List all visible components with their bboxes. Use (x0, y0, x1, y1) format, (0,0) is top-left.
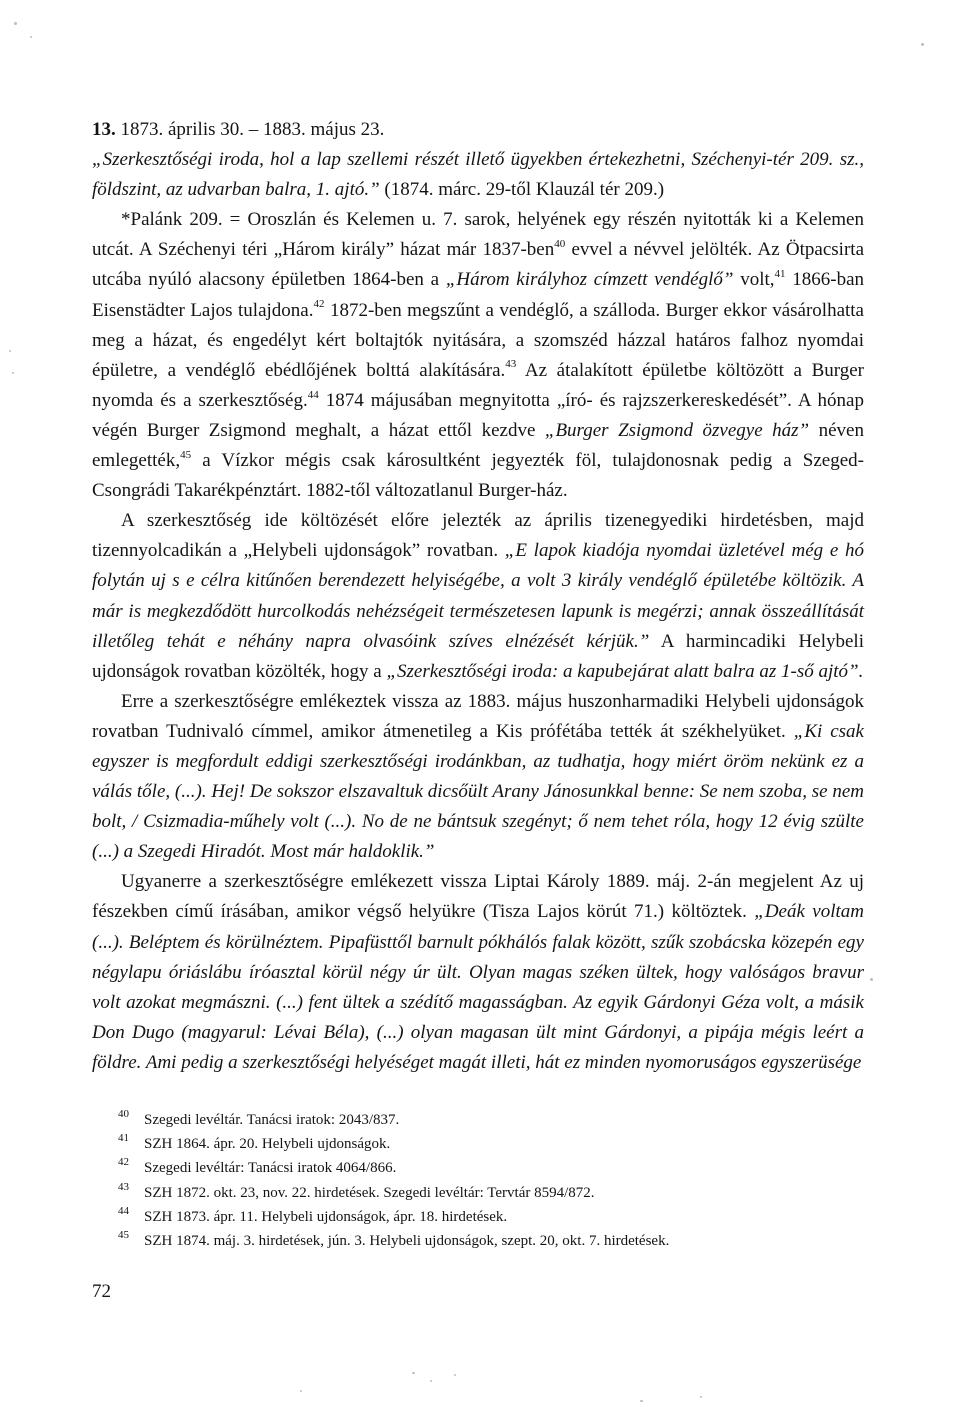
text-run: volt, (733, 269, 775, 291)
section-heading (92, 115, 864, 145)
italic-run: „Ki csak egyszer is megfordult eddigi szerkesztőségi irodánkban, az tudhatja, hogy miért öröm nekünk ez a válás tőle, (...). Hej! De sokszor elszavaltuk dicsőült Arany Jánosunkkal benne: Se nem szoba, se nem bolt, / Csizmadia-műhely volt (...). No de ne bántsuk szegényt; ő nem tehet róla, hogy 12 évig szülte (...) a Szegedi Hiradót. Most már haldoklik.” (92, 720, 864, 863)
italic-run: „E lapok kiadója nyomdai üzletével még e hó folytán uj s e célra kitűnően berendezett helyiségébe, a volt 3 király vendéglő épületébe költözik. A már is megkezdődött hurcolkodás nehézségeit természetesen lapunk is megérzi; annak összeállítását illetőleg tehát e néhány napra olvasóink szíves elnézését kérjük.” (92, 540, 864, 652)
footnote-text: Szegedi levéltár. Tanácsi iratok: 2043/837. (144, 1112, 400, 1128)
footnote (118, 1205, 878, 1229)
footnote-text: SZH 1872. okt. 23, nov. 22. hirdetések. Szegedi levéltár: Tervtár 8594/872. (144, 1184, 595, 1201)
footnote (118, 1181, 878, 1205)
text-run: 1866-ban Eisenstädter Lajos tulajdona. (92, 269, 865, 321)
text-run: Erre a szerkesztőségre emlékeztek vissza az 1883. május huszonharmadiki Helybeli ujdonságok rovatban Tudnivaló címmel, amikor átmenetileg a Kis prófétába tették át székhelyüket. (92, 690, 864, 742)
text-run: A harmincadiki Helybeli ujdonságok rovatban közölték, hogy a (92, 630, 864, 682)
text-run: néven emlegették, (92, 419, 864, 472)
footnote-text: SZH 1873. ápr. 11. Helybeli ujdonságok, ápr. 18. hirdetések. (144, 1208, 508, 1225)
text-run: a Vízkor mégis csak károsultként jegyezték föl, tulajdonosnak pedig a Szeged-Csongrádi Takarékpénztárt. 1882-től változatlanul Burger-ház. (92, 450, 864, 502)
scan-speck (870, 978, 873, 981)
italic-run: „Szerkesztőségi iroda: a kapubejárat alatt balra az 1-ső ajtó”. (386, 660, 864, 682)
text-run: Ugyanerre a szerkesztőségre emlékezett vissza Liptai Károly 1889. máj. 2-án megjelent Az uj fészekben című írásában, amikor végső helyükre (Tisza Lajos körút 71.) költöztek. (92, 871, 864, 923)
paragraph-3 (92, 506, 864, 687)
footnote-text: SZH 1874. máj. 3. hirdetések, jún. 3. Helybeli ujdonságok, szept. 20, okt. 7. hirdetések. (144, 1233, 670, 1250)
italic-run: „Burger Zsigmond özvegye ház” (544, 419, 810, 441)
section-number: 13. (92, 119, 116, 140)
scan-speck (640, 1400, 643, 1402)
paragraph-5 (92, 867, 864, 1078)
paragraph-4 (92, 687, 864, 868)
footnote-ref: 45 (180, 448, 192, 461)
text-run: evvel a névvel jelölték. Az Ötpacsirta utcába nyúló alacsony épületben 1864-ben a (92, 239, 864, 291)
footnote-text: Szegedi levéltár: Tanácsi iratok 4064/866. (144, 1160, 397, 1177)
main-text (92, 115, 864, 1078)
footnote-number: 40 (118, 1108, 129, 1120)
footnote-ref: 40 (554, 238, 566, 251)
scan-speck (412, 1372, 415, 1374)
footnote (118, 1108, 878, 1132)
footnote-number: 42 (118, 1156, 129, 1169)
scan-speck (921, 43, 924, 46)
footnote-text: SZH 1864. ápr. 20. Helybeli ujdonságok. (144, 1136, 391, 1153)
footnote (118, 1132, 878, 1156)
page-number: 72 (92, 1281, 111, 1302)
scan-speck (700, 1396, 702, 1398)
footnote-ref: 42 (313, 298, 325, 311)
text-run: Az átalakított épületbe költözött a Burger nyomda és a szerkesztőség. (92, 359, 864, 411)
italic-run: „Három királyhoz címzett vendéglő” (445, 269, 734, 291)
footnote-ref: 43 (505, 358, 517, 371)
footnote (118, 1156, 878, 1180)
footnote-ref: 44 (307, 388, 319, 401)
paragraph-2 (92, 205, 864, 506)
italic-run: „Deák voltam (...). Beléptem és körülnéztem. Pipafüsttől barnult pókhálós falak között, szűk szobácska közepén egy négylapu óriáslábu íróasztal körül négy úr ült. Olyan magas széken ültek, hogy valóságos bravur volt azokat megmászni. (...) fent ültek a szédítő magasságban. Az egyik Gárdonyi Géza volt, a másik Don Dugo (magyarul: Lévai Béla), (...) olyan magasan ült mint Gárdonyi, a pipája mégis leért a földre. Ami pedig a szerkesztőségi helyéséget magát illeti, hát ez minden nyomoruságos egyszerüsége (92, 901, 864, 1073)
text-run: 1872-ben megszűnt a vendéglő, a szálloda. Burger ekkor vásárolhatta meg a házat, és engedélyt kért boltajtók nyitására, a szomszéd házzal határos falhoz nyomdai épületre, a vendéglő ebédlőjének bolttá alakítására. (92, 299, 864, 381)
scan-speck (30, 36, 32, 38)
section-dates: 1873. április 30. – 1883. május 23. (120, 119, 385, 140)
footnote-number: 43 (118, 1180, 129, 1193)
scan-speck (9, 350, 11, 352)
text-run: *Palánk 209. = Oroszlán és Kelemen u. 7. sarok, helyének egy részén nyitották ki a Kelemen utcát. A Széchenyi téri „Három király” házat már 1837-ben (92, 209, 864, 261)
text-run: 1874 májusában megnyitotta „író- és rajzszerkereskedését”. A hónap végén Burger Zsigmond meghalt, a házat ettől kezdve (92, 389, 864, 441)
quote-office-address: „Szerkesztőségi iroda, hol a lap szellemi részét illető ügyekben értekezhetni, Széchenyi-tér 209. sz., földszint, az udvarban balra, 1. ajtó.” (92, 149, 864, 201)
footnote-number: 44 (118, 1204, 129, 1217)
scan-speck (12, 372, 14, 374)
scan-speck (14, 22, 17, 25)
text-run: A szerkesztőség ide költözését előre jelezték az április tizenegyediki hirdetésben, majd tizennyolcadikán a „Helybeli ujdonságok” rovatban. (92, 510, 864, 562)
footnote-number: 41 (118, 1132, 129, 1145)
footnotes (118, 1108, 878, 1253)
scan-speck (300, 1390, 302, 1392)
footnote-number: 45 (118, 1229, 129, 1242)
scan-speck (454, 1374, 456, 1376)
text-run: (1874. márc. 29-től Klauzál tér 209.) (379, 179, 665, 201)
footnote (118, 1229, 878, 1253)
footnote-ref: 41 (774, 268, 786, 281)
paragraph-1 (92, 145, 864, 205)
scan-speck (430, 1380, 432, 1382)
